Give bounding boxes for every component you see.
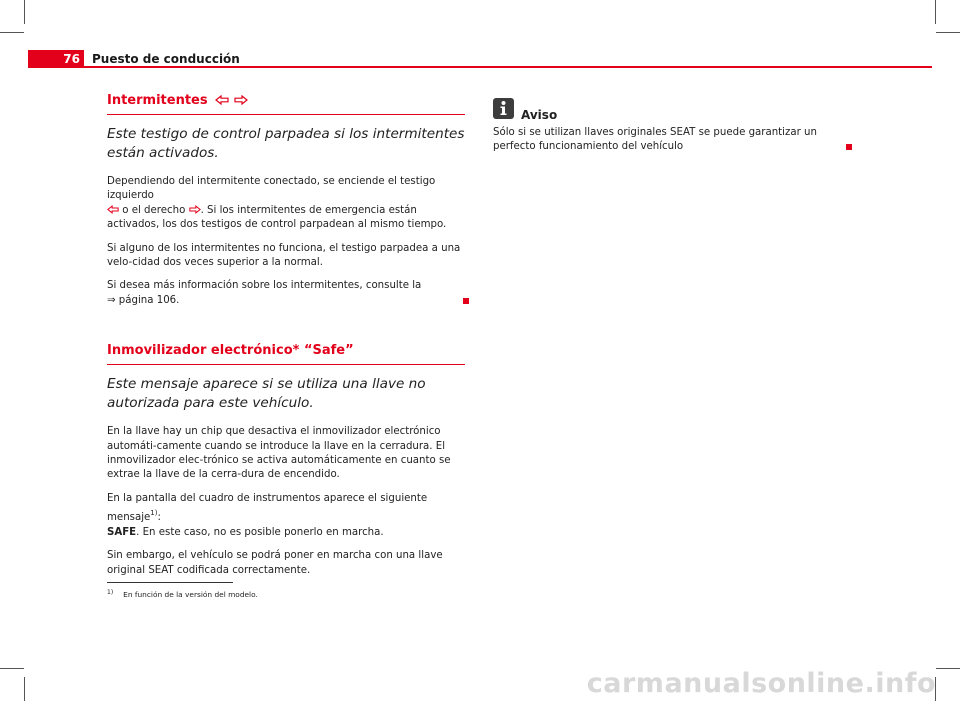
footnote-rule xyxy=(107,582,233,583)
aviso-text: Sólo si se utilizan llaves originales SEAT se puede garantizar un perfecto funcionamiento del vehículo xyxy=(493,127,817,152)
paragraph: En la llave hay un chip que desactiva el inmovilizador electrónico automáti-camente cuando se introduce la llave en la cerradura. El inmovilizador elec-trónico se activa automáticamente en cuanto se extrae la llave de la cerra-dura de encendido. xyxy=(107,426,451,481)
aviso-title: Aviso xyxy=(521,108,558,122)
turn-left-arrow-icon xyxy=(215,95,229,105)
crop-mark xyxy=(935,0,936,24)
crop-mark xyxy=(0,32,24,33)
section-title-inmovilizador: Inmovilizador electrónico* “Safe” xyxy=(107,342,465,365)
left-column xyxy=(107,92,465,587)
turn-left-arrow-icon xyxy=(107,205,119,214)
crop-mark xyxy=(24,0,25,24)
crop-mark xyxy=(0,668,24,669)
crop-mark xyxy=(936,32,960,33)
safe-message: SAFE xyxy=(107,526,137,538)
lead-text: Este mensaje aparece si se utiliza una llave no autorizada para este vehículo. xyxy=(107,376,426,412)
footnote-text: En función de la versión del modelo. xyxy=(123,590,258,599)
paragraph: Sin embargo, el vehículo se podrá poner en marcha con una llave original SEAT codificada correctamente. xyxy=(107,550,443,576)
paragraph: Si alguno de los intermitentes no funciona, el testigo parpadea a una velo-cidad dos veces superior a la normal. xyxy=(107,242,461,269)
turn-right-arrow-icon xyxy=(189,205,201,214)
section-end-mark xyxy=(846,144,852,150)
footnote-ref[interactable]: 1) xyxy=(150,509,158,518)
section-title-intermitentes: Intermitentes xyxy=(107,92,465,115)
chapter-title: Puesto de conducción xyxy=(92,52,240,66)
aviso-box xyxy=(493,98,865,153)
page-reference-link[interactable]: ⇒ página 106. xyxy=(107,294,180,306)
paragraph: Si desea más información sobre los intermitentes, consulte la ⇒ página 106. xyxy=(107,279,465,308)
footnote xyxy=(107,589,258,599)
info-icon xyxy=(493,98,514,119)
paragraph: Dependiendo del intermitente conectado, se enciende el testigo izquierdo o el derecho . Si los intermitentes de emergencia están activados, los dos testigos de control parpadean al mismo tiempo. xyxy=(107,176,447,231)
paragraph: En la pantalla del cuadro de instrumentos aparece el siguiente mensaje$^{1)}$: SAFE. En este caso, no es posible ponerlo en marcha. xyxy=(107,492,428,538)
crop-mark xyxy=(936,668,960,669)
aviso-header xyxy=(493,98,865,122)
crop-mark xyxy=(24,677,25,701)
watermark: carmanualsonline.info xyxy=(586,668,936,699)
turn-right-arrow-icon xyxy=(234,95,248,105)
section-end-mark xyxy=(463,298,469,304)
footnote-mark: 1) xyxy=(107,589,114,596)
lead-text: Este testigo de control parpadea si los intermitentes están activados. xyxy=(107,126,465,161)
page-number: 76 xyxy=(28,50,84,68)
